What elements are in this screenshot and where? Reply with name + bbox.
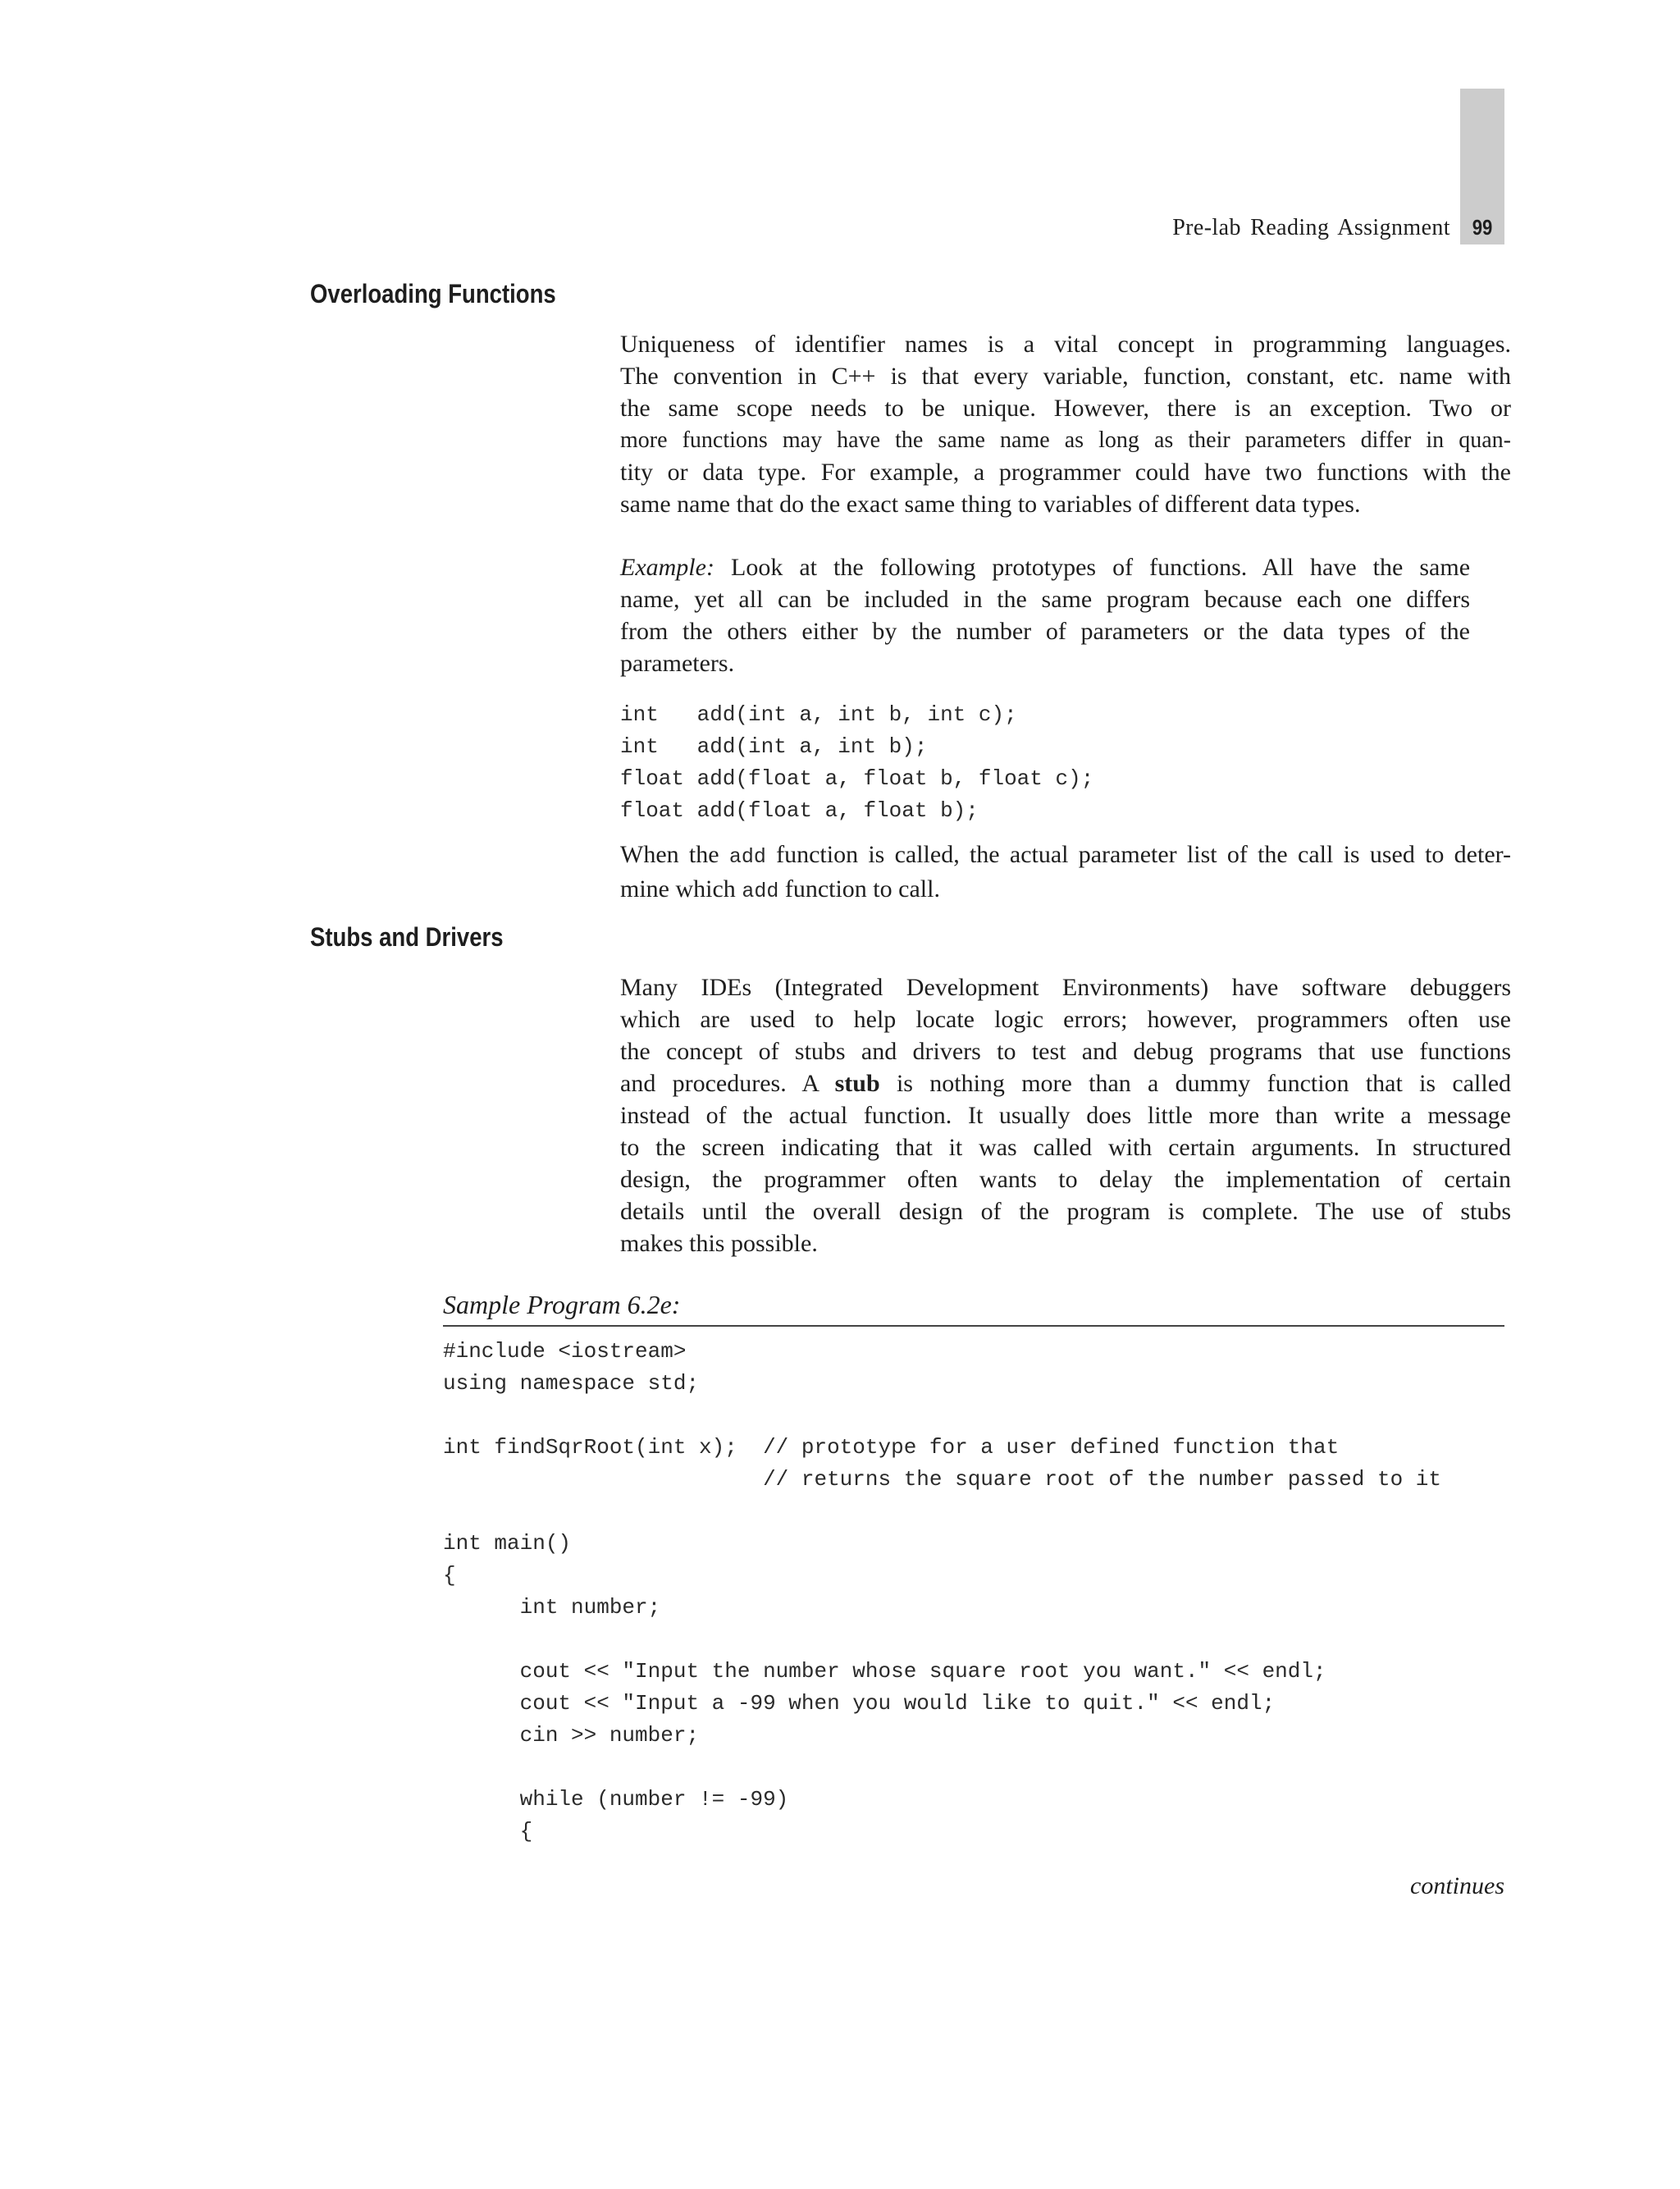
text-line: The convention in C++ is that every variable, function, constant, etc. name with	[620, 363, 1511, 390]
text-line: more functions may have the same name as long as their parameters differ in quan-	[620, 427, 1511, 453]
code-line: {	[443, 1563, 456, 1588]
text-line: which are used to help locate logic errors; however, programmers often use	[620, 1006, 1511, 1033]
code-line: while (number != -99)	[443, 1787, 789, 1812]
when-text: function is called, the actual parameter list of the call is used to deter-	[776, 841, 1512, 868]
divider	[443, 1325, 1504, 1327]
text-line	[620, 873, 1511, 907]
text-line: details until the overall design of the program is complete. The use of stubs	[620, 1198, 1511, 1225]
example-text: Look at the following prototypes of functions. All have the same	[731, 554, 1471, 581]
text-line: makes this possible.	[620, 1230, 818, 1257]
overloading-paragraph	[620, 328, 1511, 520]
section-title-overloading: Overloading Functions	[310, 279, 556, 308]
continues-label: continues	[1410, 1872, 1504, 1899]
code-line: cout << "Input a -99 when you would like to quit." << endl;	[443, 1691, 1276, 1716]
code-line: #include <iostream>	[443, 1339, 687, 1364]
when-text: function to call.	[784, 875, 940, 903]
prototype-line: float add(float a, float b);	[620, 798, 979, 823]
text-line	[620, 1067, 1511, 1099]
text-line: same name that do the exact same thing to variables of different data types.	[620, 491, 1361, 518]
page-number: 99	[1472, 215, 1493, 240]
when-paragraph	[620, 839, 1511, 907]
stubs-paragraph	[620, 971, 1511, 1259]
text-line: the concept of stubs and drivers to test and debug programs that use functions	[620, 1038, 1511, 1065]
code-line: int number;	[443, 1595, 661, 1620]
code-line: int findSqrRoot(int x); // prototype for a user defined function that	[443, 1435, 1340, 1460]
example-label: Example:	[620, 554, 714, 581]
code-line: int main()	[443, 1531, 572, 1556]
text-line: design, the programmer often wants to delay the implementation of certain	[620, 1166, 1511, 1193]
text-line: Uniqueness of identifier names is a vital concept in programming languages.	[620, 331, 1511, 358]
text-line	[620, 839, 1511, 873]
code-line: {	[443, 1819, 533, 1844]
sample-program-title: Sample Program 6.2e:	[443, 1290, 681, 1319]
code-line: using namespace std;	[443, 1371, 700, 1396]
text-line: instead of the actual function. It usually does little more than write a message	[620, 1102, 1511, 1129]
text-line	[620, 551, 1470, 583]
stub-term: stub	[834, 1070, 880, 1097]
example-paragraph	[620, 551, 1470, 679]
code-line: // returns the square root of the number passed to it	[443, 1467, 1441, 1492]
code-line: cout << "Input the number whose square root you want." << endl;	[443, 1659, 1326, 1684]
when-text: mine which	[620, 875, 736, 903]
inline-code: add	[742, 880, 779, 903]
text-line: tity or data type. For example, a programmer could have two functions with the	[620, 459, 1511, 486]
prototype-line: int add(int a, int b, int c);	[620, 702, 1017, 727]
code-line: cin >> number;	[443, 1723, 700, 1748]
text-line: parameters.	[620, 650, 735, 677]
text-line: the same scope needs to be unique. However, there is an exception. Two or	[620, 395, 1511, 422]
text-line: Many IDEs (Integrated Development Environments) have software debuggers	[620, 974, 1511, 1001]
inline-code: add	[728, 845, 766, 869]
stubs-text: and procedures. A	[620, 1070, 819, 1097]
prototype-line: int add(int a, int b);	[620, 734, 928, 759]
text-line: from the others either by the number of parameters or the data types of the	[620, 618, 1470, 645]
when-text: When the	[620, 841, 719, 868]
prototype-line: float add(float a, float b, float c);	[620, 766, 1094, 791]
text-line: to the screen indicating that it was called with certain arguments. In structured	[620, 1134, 1511, 1161]
section-title-stubs: Stubs and Drivers	[310, 922, 504, 952]
text-line: name, yet all can be included in the same program because each one differs	[620, 586, 1470, 613]
stubs-text: is nothing more than a dummy function that is called	[896, 1070, 1512, 1097]
running-head: Pre-lab Reading Assignment	[1172, 215, 1450, 240]
